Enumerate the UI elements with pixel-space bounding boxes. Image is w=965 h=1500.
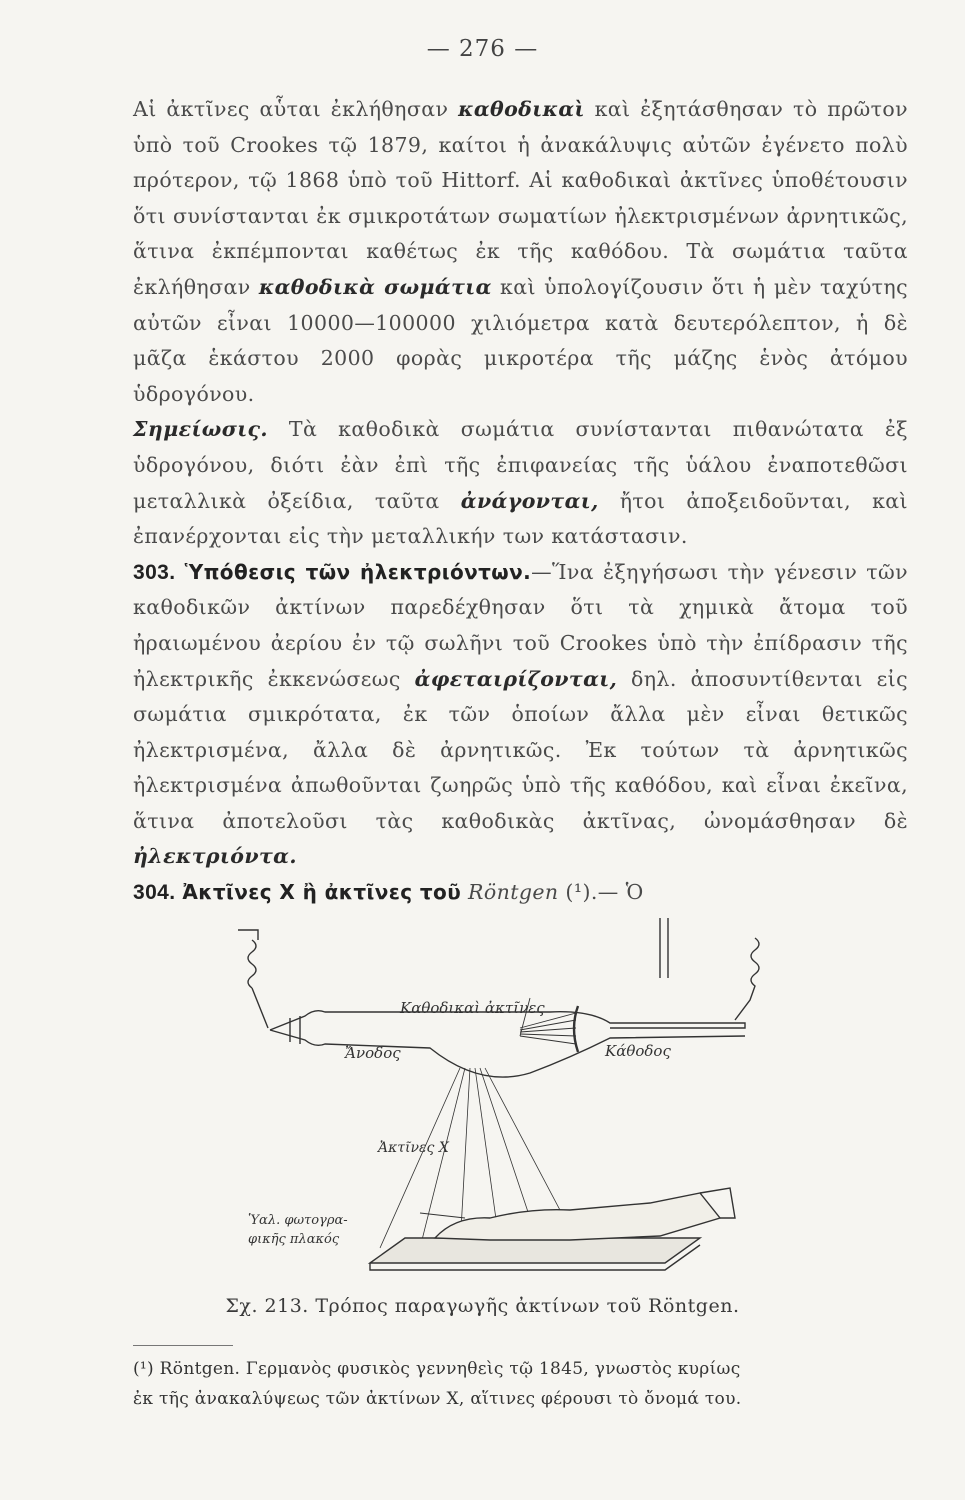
label-plate-line1: Ὑαλ. φωτογρα-: [248, 1213, 348, 1228]
text-span: Αἱ ἀκτῖνες αὗται ἐκλήθησαν: [133, 97, 459, 121]
footnote-rule: [133, 1345, 233, 1346]
text-span: δηλ. ἀποσυντίθενται εἰς σωμάτια σμικρότατα, ἐκ τῶν ὁποίων ἄλλα μὲν εἶναι θετικῶς ἠλεκτρισμένα, ἄλλα δὲ ἀρνητικῶς. Ἐκ τούτων τὰ ἀρνητικῶς ἠλεκτρισμένα ἀπωθοῦνται ζωηρῶς ὑπὸ τῆς καθόδου, καὶ εἶναι ἐκεῖνα, ἅτινα ἀποτελοῦσι τὰς καθοδικὰς ἀκτῖνας, ὠνομάσθησαν δὲ: [133, 666, 908, 833]
emphasis-term: καθοδικὰ σωμάτια: [258, 274, 492, 299]
text-span: Τὰ καθοδικὰ σωμάτια συνίστανται πιθανώτατα ἐξ ὑδρογόνου, διότι ἐὰν ἐπὶ τῆς ἐπιφανείας τῆς ὑάλου ἐναποτεθῶσι μεταλλικὰ ὀξείδια, ταῦτα: [133, 417, 908, 513]
label-cathode-rays: Καθοδικαὶ ἀκτῖνες: [400, 999, 545, 1017]
emphasis-term: ἀνάγονται,: [460, 488, 599, 513]
note-heading: Σημείωσις.: [133, 417, 268, 442]
emphasis-term: ἠλεκτριόντα.: [133, 844, 297, 869]
section-304: [133, 875, 908, 911]
section-title: Ἀκτῖνες Χ ἢ ἀκτῖνες τοῦ: [182, 880, 462, 905]
label-xrays: Ἀκτῖνες Χ: [378, 1140, 449, 1156]
photo-plate: [370, 1238, 700, 1263]
page-number: — 276 —: [426, 36, 539, 62]
text-span: καὶ ἐξητάσθησαν τὸ πρῶτον ὑπὸ τοῦ Crookes τῷ 1879, καίτοι ἡ ἀνακάλυψις αὐτῶν ἐγένετο πολὺ πρότερον, τῷ 1868 ὑπὸ τοῦ Hittorf. Αἱ καθοδικαὶ ἀκτῖνες ὑποθέτουσιν ὅτι συνίστανται ἐκ σμικροτάτων σωματίων ἠλεκτρισμένων ἀρνητικῶς, ἅτινα ἐκπέμπονται καθέτως ἐκ τῆς καθόδου. Τὰ σωμάτια ταῦτα ἐκλήθησαν: [133, 97, 908, 299]
label-plate-line2: φικῆς πλακός: [248, 1232, 340, 1247]
plate-leader: [420, 1213, 465, 1218]
vertical-support: [660, 918, 668, 978]
cathode-rays-fan: [520, 1013, 576, 1044]
footnote-line: ἐκ τῆς ἀνακαλύψεως τῶν ἀκτίνων Χ, αἵτινες φέρουσι τὸ ὄνομά του.: [133, 1389, 742, 1409]
figure-caption: Σχ. 213. Τρόπος παραγωγῆς ἀκτίνων τοῦ Röntgen.: [225, 1295, 740, 1317]
text-span: —Ἵνα ἐξηγήσωσι τὴν γένεσιν τῶν καθοδικῶν ἀκτίνων παρεδέχθησαν ὅτι τὰ χημικὰ ἄτομα τοῦ ἠραιωμένου ἀερίου ἐν τῷ σωλῆνι τοῦ Crookes ὑπὸ τὴν ἐπίδρασιν τῆς ἠλεκτρικῆς ἐκκενώσεως: [133, 559, 908, 691]
text-span: ἤτοι ἀποξειδοῦνται, καὶ ἐπανέρχονται εἰς τὴν μεταλλικήν των κατάστασιν.: [133, 488, 908, 549]
text-span: (¹).— Ὁ: [558, 880, 644, 905]
label-cathode: Κάθοδος: [605, 1042, 671, 1060]
emphasis-term: ἀφεταιρίζονται,: [414, 666, 618, 691]
main-text: [133, 92, 908, 911]
right-coil-icon: [735, 938, 759, 1020]
section-number: 304.: [133, 881, 176, 905]
paragraph-note: [133, 412, 908, 554]
section-number: 303.: [133, 560, 176, 584]
paragraph-cathode-rays: [133, 92, 908, 412]
tube-lower-outline: [270, 1030, 745, 1077]
label-anode: Ἄνοδος: [345, 1044, 401, 1062]
footnote: [133, 1354, 908, 1414]
section-title-italic: Röntgen: [468, 880, 559, 905]
hand-drawing: [435, 1193, 720, 1240]
figure-drawing: [230, 918, 790, 1278]
left-coil-icon: [238, 930, 258, 988]
footnote-line: (¹) Röntgen. Γερμανὸς φυσικὸς γεννηθεὶς τῷ 1845, γνωστὸς κυρίως: [133, 1359, 741, 1379]
crookes-tube-figure: [230, 918, 790, 1278]
left-wire: [252, 988, 268, 1028]
section-title: Ὑπόθεσις τῶν ἠλεκτριόντων.: [184, 559, 532, 584]
text-span: καὶ ὑπολογίζουσιν ὅτι ἡ μὲν ταχύτης αὐτῶν εἶναι 10000—100000 χιλιόμετρα κατὰ δευτερόλεπτον, ἡ δὲ μᾶζα ἑκάστου 2000 φορὰς μικροτέρα τῆς μάζης ἑνὸς ἀτόμου ὑδρογόνου.: [133, 274, 908, 406]
emphasis-term: καθοδικαὶ: [458, 97, 585, 121]
section-303: [133, 555, 908, 875]
